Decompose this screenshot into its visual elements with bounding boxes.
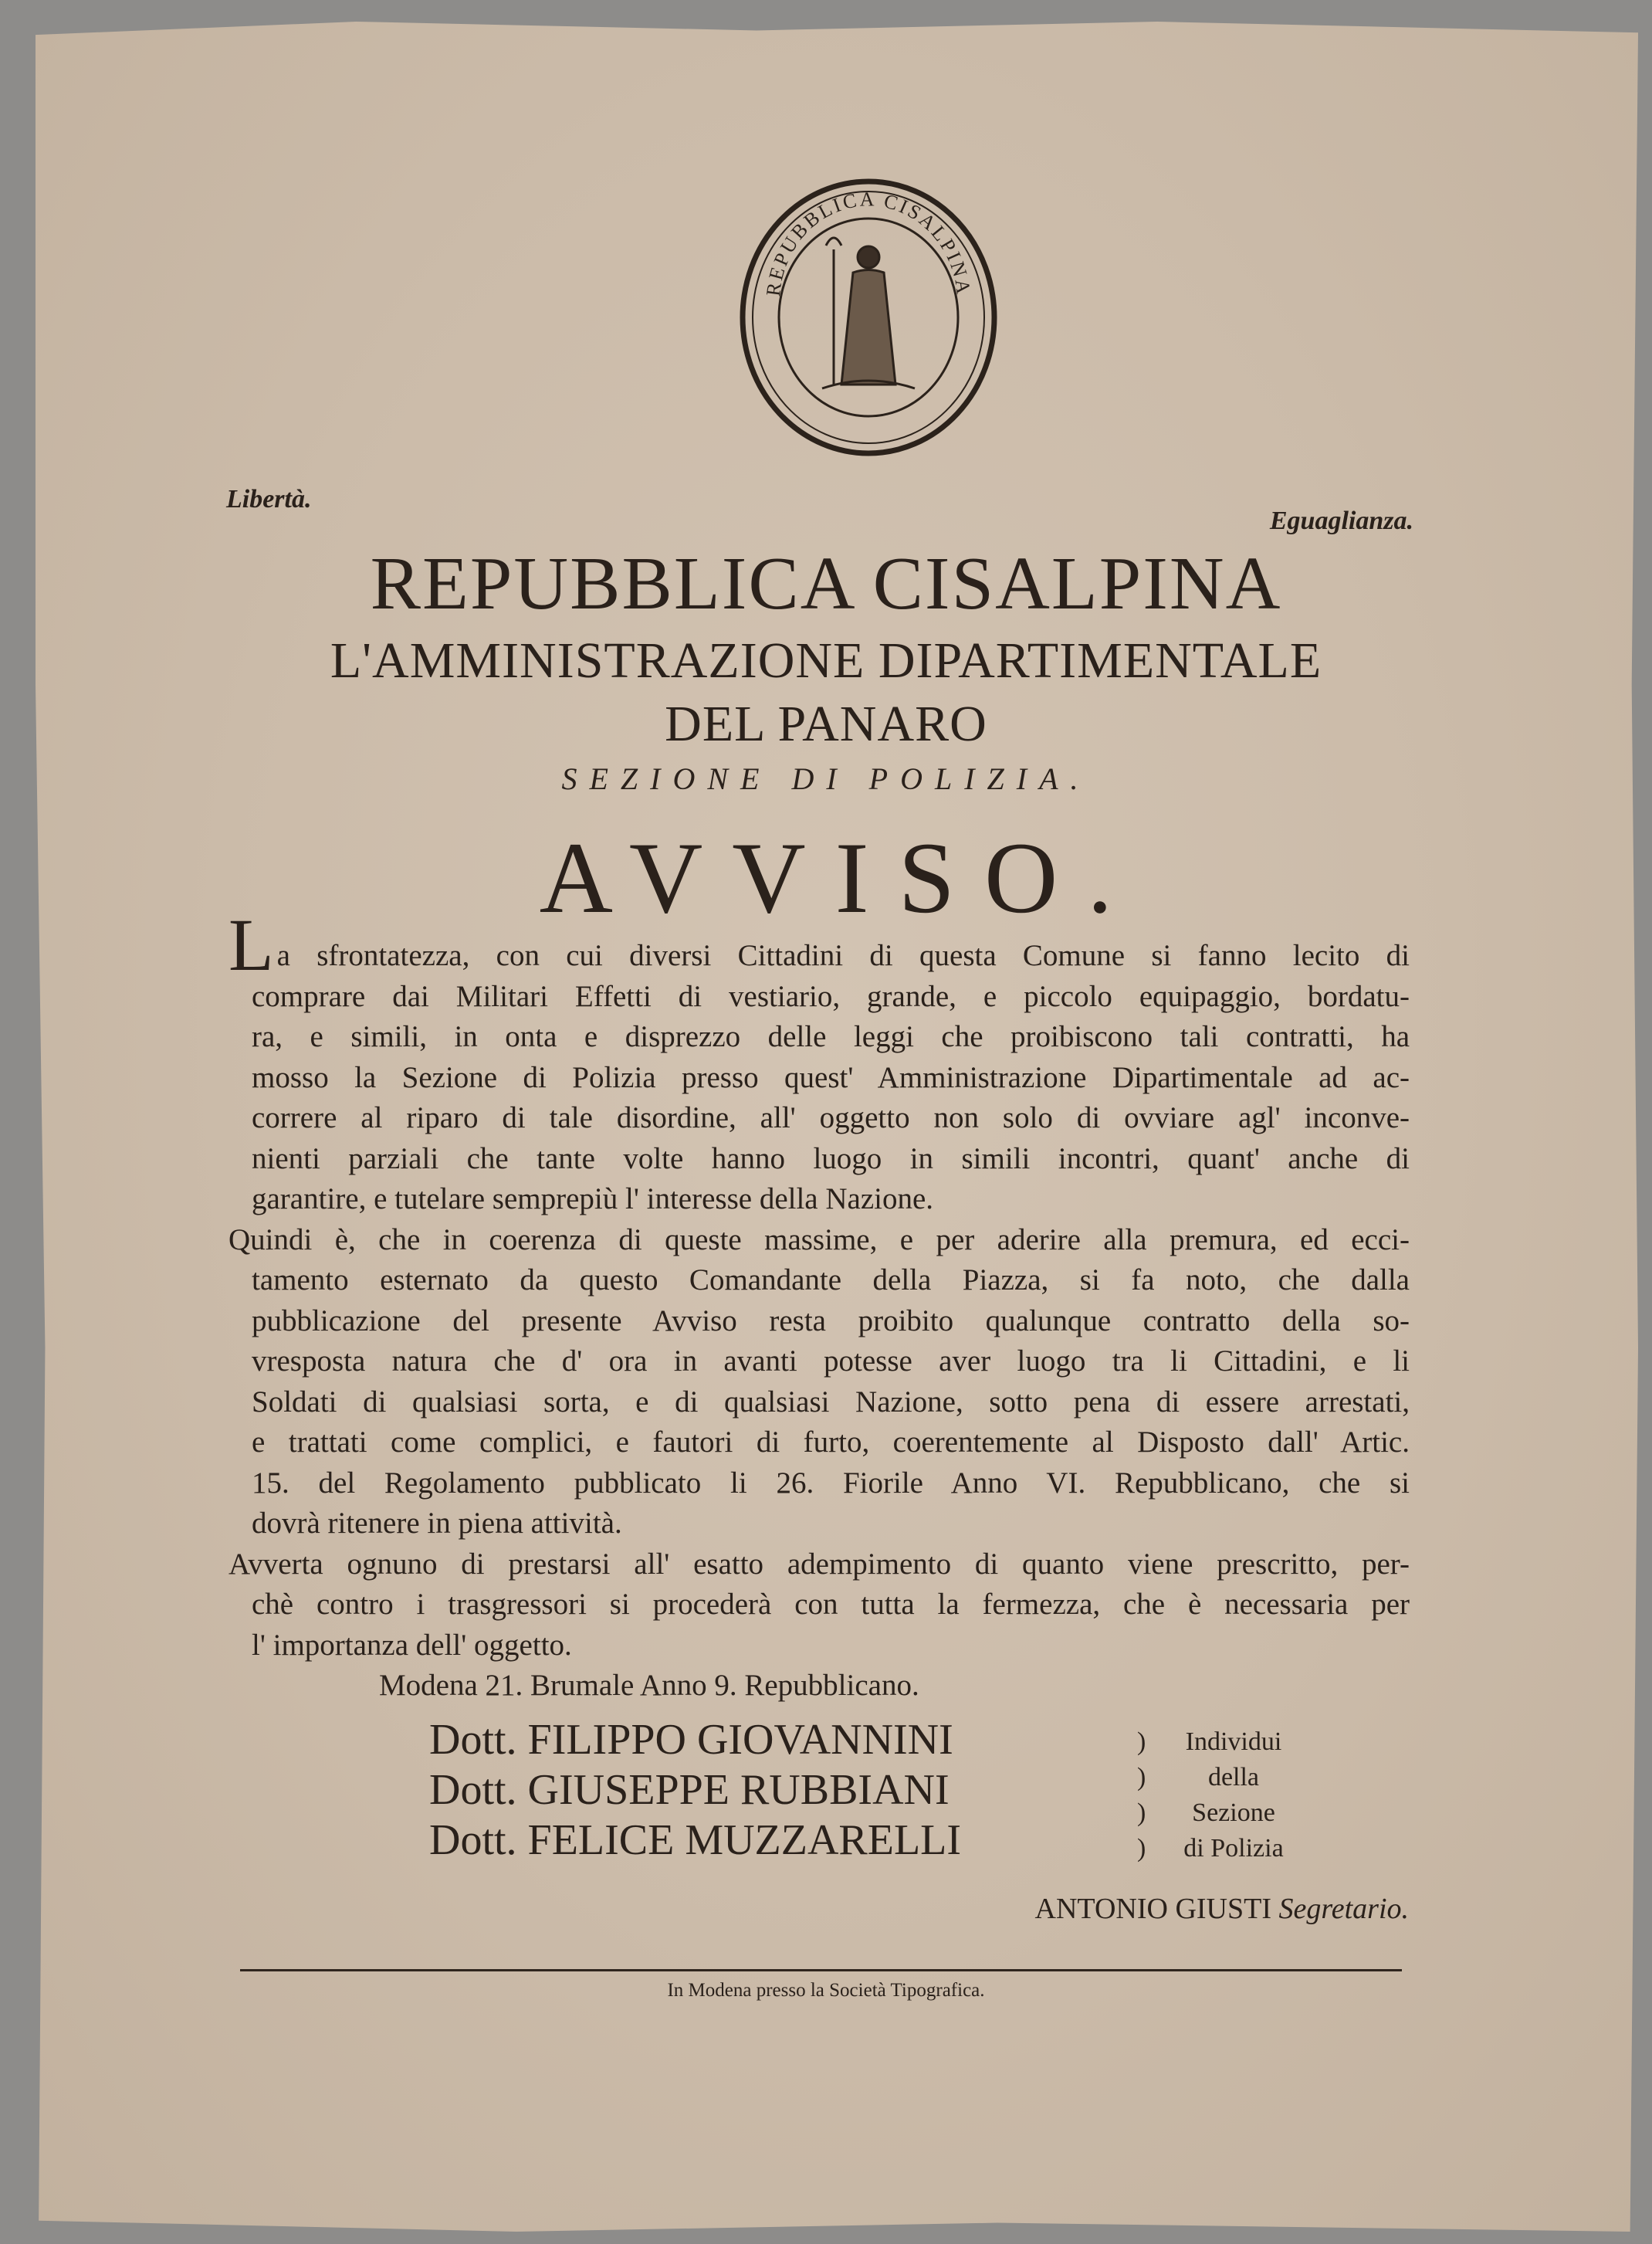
- body-line: l' importanza dell' oggetto.: [252, 1628, 572, 1662]
- paragraph-1: [229, 903, 1410, 1220]
- paragraph-2: [229, 1220, 1410, 1544]
- document-title: REPUBBLICA CISALPINA: [370, 542, 1282, 625]
- signatory-name: Dott. FILIPPO GIOVANNINI: [429, 1716, 953, 1764]
- department-line: DEL PANARO: [665, 696, 987, 752]
- role-line: della: [1207, 1763, 1260, 1791]
- issuer-line: L'AMMINISTRAZIONE DIPARTIMENTALE: [330, 632, 1322, 689]
- body-line: nienti parziali che tante volte hanno luogo in simili incontri, quant' anche di: [252, 1141, 1410, 1175]
- notice-body: [229, 903, 1410, 1707]
- divider-rule: [240, 1969, 1402, 1971]
- motto-liberta: Libertà.: [226, 485, 312, 514]
- section-line: SEZIONE DI POLIZIA.: [561, 761, 1091, 796]
- seal-legend: REPUBBLICA CISALPINA: [761, 188, 976, 298]
- liberty-figure-icon: [822, 238, 915, 388]
- body-line: mosso la Sezione di Polizia presso quest' Amministrazione Dipartimentale ad ac-: [252, 1060, 1410, 1094]
- body-line: tamento esternato da questo Comandante della Piazza, si fa noto, che dalla: [252, 1263, 1410, 1297]
- republic-seal-emblem: [737, 176, 1000, 459]
- body-line: e trattati come complici, e fautori di furto, coerentemente al Disposto dall' Artic.: [252, 1425, 1410, 1459]
- body-line: vresposta natura che d' ora in avanti potesse aver luogo tra li Cittadini, e li: [252, 1344, 1410, 1378]
- body-line: a sfrontatezza, con cui diversi Cittadini di questa Comune si fanno lecito di: [276, 939, 1410, 972]
- role-line: Sezione: [1192, 1798, 1275, 1827]
- date-line: Modena 21. Brumale Anno 9. Repubblicano.: [379, 1669, 919, 1702]
- printer-imprint: In Modena presso la Società Tipografica.: [667, 1980, 985, 2001]
- signatory-name: Dott. GIUSEPPE RUBBIANI: [429, 1766, 950, 1814]
- bracket: ): [1137, 1834, 1146, 1863]
- body-line: pubblicazione del presente Avviso resta proibito qualunque contratto della so-: [252, 1303, 1410, 1337]
- paragraph-3: [229, 1544, 1410, 1666]
- body-line: ra, e simili, in onta e disprezzo delle leggi che proibiscono tali contratti, ha: [252, 1020, 1410, 1053]
- bracket: ): [1137, 1727, 1146, 1756]
- role-line: di Polizia: [1183, 1834, 1284, 1863]
- secretary-name: ANTONIO GIUSTI: [1034, 1893, 1271, 1925]
- motto-eguaglianza: Eguaglianza.: [1269, 507, 1413, 535]
- role-line: Individui: [1185, 1727, 1282, 1756]
- body-line: comprare dai Militari Effetti di vestiario, grande, e piccolo equipaggio, bordatu-: [252, 979, 1410, 1013]
- body-line: Quindi è, che in coerenza di queste massime, e per aderire alla premura, ed ecci-: [229, 1222, 1410, 1256]
- bracket: ): [1137, 1763, 1146, 1791]
- body-line: Avverta ognuno di prestarsi all' esatto adempimento di quanto viene prescritto, per-: [229, 1547, 1410, 1581]
- signatory-name: Dott. FELICE MUZZARELLI: [429, 1816, 962, 1864]
- body-line: dovrà ritenere in piena attività.: [252, 1507, 622, 1540]
- body-line: chè contro i trasgressori si procederà con tutta la fermezza, che è necessaria per: [252, 1588, 1410, 1621]
- drop-cap: L: [229, 903, 274, 986]
- body-line: garantire, e tutelare semprepiù l' interesse della Nazione.: [252, 1182, 934, 1215]
- secretary-signature: [849, 1892, 1409, 1926]
- secretary-title: Segretario.: [1278, 1893, 1409, 1925]
- body-line: Soldati di qualsiasi sorta, e di qualsiasi Nazione, sotto pena di essere arrestati,: [252, 1385, 1410, 1419]
- body-line: 15. del Regolamento pubblicato li 26. Fiorile Anno VI. Repubblicano, che si: [252, 1466, 1410, 1500]
- notice-heading: AVVISO.: [539, 821, 1143, 934]
- bracket: ): [1137, 1798, 1146, 1827]
- body-line: correre al riparo di tale disordine, all' oggetto non solo di ovviare agl' inconve-: [252, 1101, 1410, 1134]
